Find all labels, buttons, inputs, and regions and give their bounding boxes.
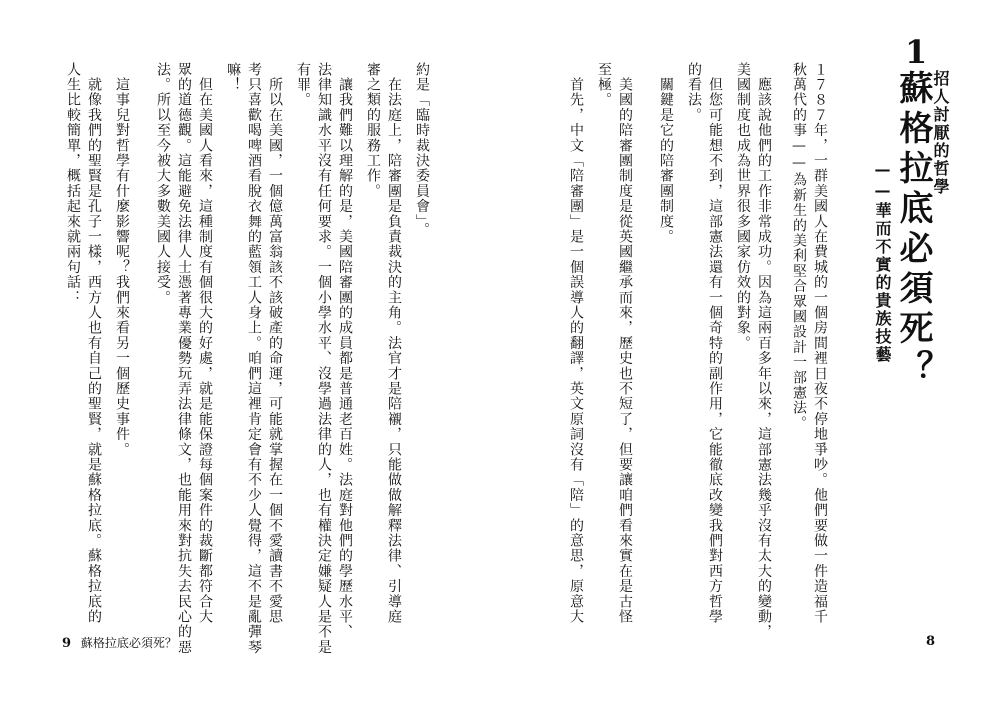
text-column: 但在美國人看來，這種制度有個很大的好處，就是能保證每個案件的裁斷都符合大 — [197, 62, 213, 625]
text-column: 法。所以至今被大多數美國人接受。 — [155, 62, 171, 306]
text-column: １７８７年，一群美國人在費城的一個房間裡日夜不停地爭吵。他們要做一件造福千 — [812, 62, 828, 625]
text-column: 考只喜歡喝啤酒看脫衣舞的藍領工人身上。咱們這裡肯定會有不少人覺得，這不是亂彈琴 — [246, 62, 262, 655]
text-column: 至極。 — [596, 62, 612, 108]
text-column: 應該說他們的工作非常成功。因為這兩百多年以來，這部憲法幾乎沒有太大的變動， — [756, 62, 772, 640]
left-footer — [62, 634, 177, 651]
text-column: 的看法。 — [686, 62, 702, 123]
text-column: 法律知識水平沒有任何要求。一個小學水平、沒學過法律的人，也有權決定嫌疑人是不是 — [316, 62, 332, 655]
text-column: 美國制度也成為世界很多國家仿效的對象。 — [735, 62, 751, 351]
text-column: 人生比較簡單，概括起來就兩句話： — [65, 62, 81, 306]
text-column: 嘛！ — [225, 62, 241, 93]
chapter-kicker: 招人討厭的哲學 — [931, 70, 950, 196]
text-column: 就像我們的聖賢是孔子一樣，西方人也有自己的聖賢，就是蘇格拉底。蘇格拉底的 — [86, 62, 102, 625]
text-column: 眾的道德觀。這能避免法律人士憑著專業優勢玩弄法律條文，也能用來對抗失去民心的惡 — [176, 62, 192, 655]
text-column: 讓我們難以理解的是，美國陪審團的成員都是普通老百姓。法庭對他們的學歷水平、 — [337, 62, 353, 640]
text-column: 美國的陪審團制度是從英國繼承而來，歷史也不短了，但要讓咱們看來實在是古怪 — [617, 62, 633, 625]
chapter-title: 蘇格拉底必須死？ — [893, 70, 933, 390]
page-number-left: 9 — [62, 636, 72, 651]
text-column: 約是「臨時裁決委員會」。 — [414, 62, 430, 238]
text-column: 這事兒對哲學有什麼影響呢？我們來看另一個歷史事件。 — [114, 62, 130, 458]
text-column: 首先，中文「陪審團」是一個誤導人的翻譯，英文原詞沒有「陪」的意思，原意大 — [568, 62, 584, 625]
text-column: 秋萬代的事——為新生的美利堅合眾國設計一部憲法。 — [791, 62, 807, 431]
text-column: 有罪。 — [295, 62, 311, 108]
text-column: 但您可能想不到，這部憲法還有一個奇特的副作用，它能徹底改變我們對西方哲學 — [707, 62, 723, 625]
running-head: 蘇格拉底必須死？ — [80, 636, 177, 650]
chapter-number: 1 — [905, 33, 928, 71]
text-column: 審之類的服務工作。 — [365, 62, 381, 199]
page-number-right: 8 — [926, 634, 936, 649]
chapter-subtitle: ——華而不實的貴族技藝 — [873, 160, 892, 364]
text-column: 所以在美國，一個億萬富翁該不該破產的命運，可能就掌握在一個不愛讀書不愛思 — [267, 62, 283, 625]
text-column: 關鍵是它的陪審團制度。 — [658, 62, 674, 245]
text-column: 在法庭上，陪審團是負責裁決的主角。法官才是陪襯，只能做做解釋法律、引導庭 — [386, 62, 402, 625]
